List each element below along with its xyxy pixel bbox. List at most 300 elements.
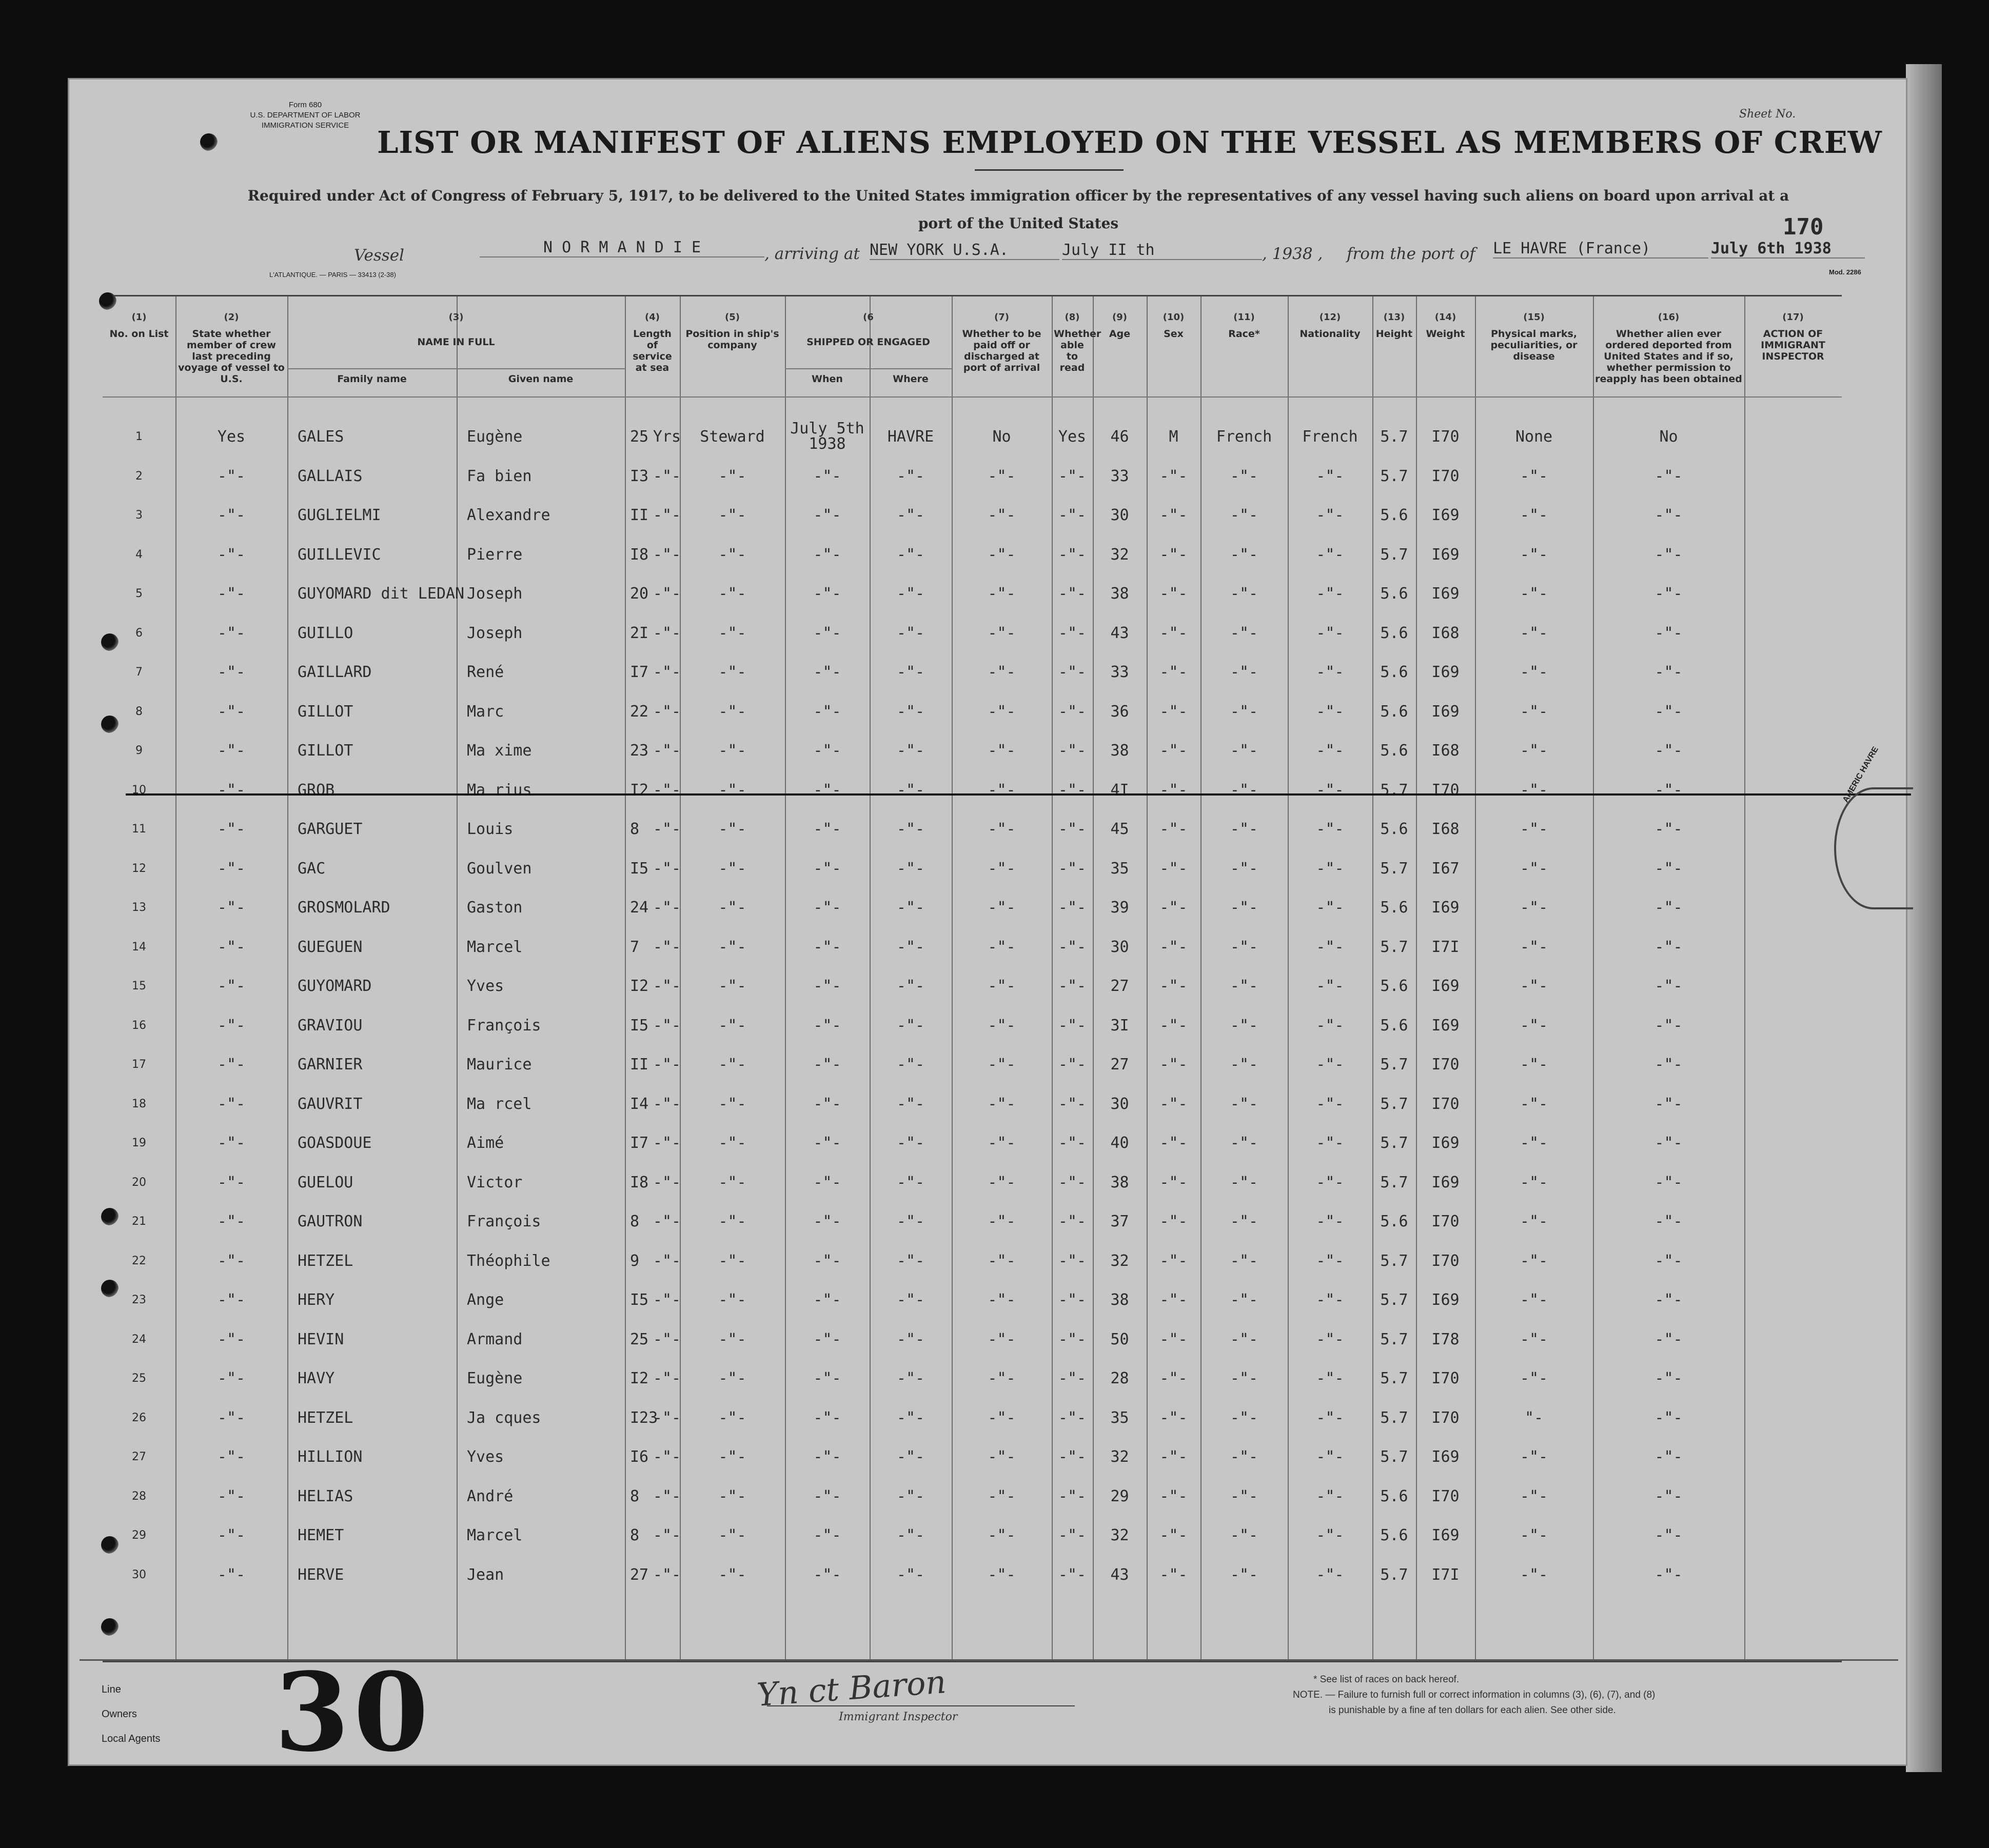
cell-when: -"- — [813, 1134, 841, 1152]
table-row — [103, 1089, 1842, 1129]
cell-when: -"- — [813, 1487, 841, 1505]
cell-race: -"- — [1230, 1565, 1258, 1584]
cell-paid: -"- — [988, 1487, 1016, 1505]
cell-race: -"- — [1230, 467, 1258, 485]
cell-given: Joseph — [467, 624, 523, 642]
cell-paid: -"- — [988, 663, 1016, 681]
shipped-subheader-rule — [785, 368, 952, 369]
cell-yrs: -"- — [653, 1369, 681, 1387]
cell-height: 5.6 — [1380, 742, 1408, 760]
binder-hole — [101, 716, 119, 733]
cell-nat: -"- — [1316, 1448, 1344, 1466]
cell-where: HAVRE — [887, 428, 934, 446]
cell-height: 5.6 — [1380, 506, 1408, 524]
cell-service: 7 — [630, 938, 640, 956]
cell-position: Steward — [700, 428, 765, 446]
cell-position: -"- — [718, 1369, 746, 1387]
cell-sex: -"- — [1159, 742, 1188, 760]
cell-weight: I68 — [1431, 742, 1460, 760]
cell-paid: -"- — [988, 1213, 1016, 1230]
cell-when: -"- — [813, 938, 841, 956]
cell-no: 22 — [132, 1254, 146, 1267]
cell-deported: -"- — [1655, 938, 1683, 956]
cell-no: 21 — [132, 1215, 146, 1228]
cell-nat: -"- — [1316, 899, 1344, 917]
cell-service: 25 — [630, 1330, 649, 1348]
cell-sex: -"- — [1159, 859, 1188, 878]
cell-deported: -"- — [1655, 1408, 1683, 1427]
cell-read: -"- — [1058, 1016, 1087, 1035]
cell-height: 5.7 — [1380, 1251, 1408, 1270]
cell-weight: I70 — [1431, 1056, 1460, 1074]
cell-position: -"- — [718, 1330, 746, 1348]
cell-no: 20 — [132, 1176, 146, 1189]
cell-yrs: -"- — [653, 1487, 681, 1505]
cell-race: -"- — [1230, 702, 1258, 721]
cell-no: 5 — [135, 587, 143, 600]
cell-marks: -"- — [1520, 1173, 1548, 1191]
cell-position: -"- — [718, 1095, 746, 1113]
cell-family: GILLOT — [298, 742, 353, 760]
cell-yrs: -"- — [653, 1448, 681, 1466]
cell-nat: -"- — [1316, 1056, 1344, 1074]
cell-no: 7 — [135, 666, 143, 679]
cell-weight: I69 — [1431, 1448, 1460, 1466]
cell-paid: -"- — [988, 1408, 1016, 1427]
cell-nat: -"- — [1316, 585, 1344, 603]
cell-yrs: -"- — [653, 702, 681, 721]
cell-deported: -"- — [1655, 781, 1683, 799]
cell-given: Marc — [467, 702, 504, 721]
cell-nat: -"- — [1316, 545, 1344, 564]
binder-hole — [101, 633, 119, 651]
subtitle — [162, 182, 1875, 237]
cell-family: GUYOMARD dit LEDAN — [298, 585, 465, 603]
cell-weight: I70 — [1431, 1369, 1460, 1387]
cell-deported: -"- — [1655, 702, 1683, 721]
cell-position: -"- — [718, 859, 746, 878]
cell-height: 5.6 — [1380, 1213, 1408, 1230]
column-header: Whether able to read — [1054, 328, 1101, 373]
cell-height: 5.7 — [1380, 1369, 1408, 1387]
cell-service: I5 — [630, 1016, 649, 1035]
cell-weight: I69 — [1431, 1526, 1460, 1544]
cell-height: 5.7 — [1380, 467, 1408, 485]
cell-age: 30 — [1110, 938, 1129, 956]
note-fine: is punishable by a fine af ten dollars for each alien. See other side. — [1329, 1705, 1616, 1716]
cell-no: 4 — [135, 548, 143, 561]
cell-sex: -"- — [1159, 1016, 1188, 1035]
cell-yrs: -"- — [653, 977, 681, 995]
cell-family: GAILLARD — [298, 663, 372, 681]
column-header: Whether to be paid off or discharged at port of arrival — [962, 328, 1041, 373]
cell-deported: -"- — [1655, 1251, 1683, 1270]
cell-no: 9 — [135, 744, 143, 757]
note-failure: NOTE. — Failure to furnish full or correct information in columns (3), (6), (7), and (8) — [1293, 1690, 1656, 1700]
cell-family: HELIAS — [298, 1487, 353, 1505]
cell-yrs: -"- — [653, 545, 681, 564]
binder-hole — [101, 1280, 119, 1297]
cell-prev: -"- — [217, 1487, 246, 1505]
cell-family: HETZEL — [298, 1408, 353, 1427]
cell-service: 23 — [630, 742, 649, 760]
cell-family: GARGUET — [298, 820, 363, 838]
cell-when: -"- — [813, 781, 841, 799]
cell-paid: No — [992, 428, 1011, 446]
table-row — [103, 1285, 1842, 1325]
cell-read: -"- — [1058, 938, 1087, 956]
cell-family: GILLOT — [298, 702, 353, 721]
cell-given: Gaston — [467, 899, 523, 917]
cell-race: -"- — [1230, 1173, 1258, 1191]
cell-marks: -"- — [1520, 1291, 1548, 1309]
cell-paid: -"- — [988, 859, 1016, 878]
column-number: (14) — [1434, 312, 1456, 323]
departure-date: July 6th 1938 — [1711, 240, 1865, 259]
header-bottom-rule — [103, 396, 1842, 398]
cell-weight: I68 — [1431, 820, 1460, 838]
cell-read: -"- — [1058, 859, 1087, 878]
cell-service: 8 — [630, 1487, 640, 1505]
cell-race: -"- — [1230, 977, 1258, 995]
cell-where: -"- — [896, 1448, 925, 1466]
cell-race: -"- — [1230, 1291, 1258, 1309]
cell-read: -"- — [1058, 1056, 1087, 1074]
cell-given: Marcel — [467, 1526, 523, 1544]
cell-yrs: Yrs — [653, 428, 681, 446]
cell-yrs: -"- — [653, 742, 681, 760]
cell-marks: -"- — [1520, 1330, 1548, 1348]
table-row — [103, 579, 1842, 619]
cell-where: -"- — [896, 1056, 925, 1074]
cell-sex: -"- — [1159, 1448, 1188, 1466]
cell-family: HAVY — [298, 1369, 335, 1387]
cell-prev: -"- — [217, 1565, 246, 1584]
column-header: Length of service at sea — [633, 328, 672, 373]
cell-race: -"- — [1230, 1016, 1258, 1035]
cell-race: -"- — [1230, 1408, 1258, 1427]
cell-deported: -"- — [1655, 467, 1683, 485]
cell-prev: -"- — [217, 1134, 246, 1152]
cell-age: 39 — [1110, 899, 1129, 917]
table-row — [103, 422, 1842, 462]
cell-yrs: -"- — [653, 938, 681, 956]
cell-family: GAUVRIT — [298, 1095, 363, 1113]
column-number: (7) — [994, 312, 1009, 323]
cell-where: -"- — [896, 1330, 925, 1348]
cell-marks: -"- — [1520, 585, 1548, 603]
cell-read: -"- — [1058, 624, 1087, 642]
cell-height: 5.7 — [1380, 1095, 1408, 1113]
cell-prev: -"- — [217, 977, 246, 995]
cell-position: -"- — [718, 1134, 746, 1152]
cell-read: -"- — [1058, 702, 1087, 721]
cell-deported: -"- — [1655, 506, 1683, 524]
arriving-label: , arriving at — [764, 245, 860, 263]
cell-position: -"- — [718, 1173, 746, 1191]
cell-weight: I70 — [1431, 467, 1460, 485]
cell-family: HERY — [298, 1291, 335, 1309]
cell-height: 5.6 — [1380, 585, 1408, 603]
cell-when: -"- — [813, 1408, 841, 1427]
cell-race: -"- — [1230, 1251, 1258, 1270]
cell-weight: I69 — [1431, 702, 1460, 721]
cell-read: -"- — [1058, 506, 1087, 524]
cell-marks: -"- — [1520, 624, 1548, 642]
table-row — [103, 1325, 1842, 1364]
cell-marks: -"- — [1520, 781, 1548, 799]
cell-prev: -"- — [217, 742, 246, 760]
cell-prev: -"- — [217, 1448, 246, 1466]
cell-weight: I69 — [1431, 977, 1460, 995]
cell-given: Ja cques — [467, 1408, 541, 1427]
cell-read: -"- — [1058, 742, 1087, 760]
cell-read: -"- — [1058, 467, 1087, 485]
cell-marks: -"- — [1520, 938, 1548, 956]
table-row — [103, 1207, 1842, 1246]
cell-race: -"- — [1230, 1369, 1258, 1387]
column-subheader: Family name — [337, 373, 407, 385]
subtitle-line-1: Required under Act of Congress of February 5, 1917, to be delivered to the United States immigration officer by the representatives of any vessel having such aliens on board upon arrival at a — [247, 187, 1789, 204]
binder-hole — [200, 133, 218, 151]
cell-where: -"- — [896, 1526, 925, 1544]
cell-paid: -"- — [988, 899, 1016, 917]
cell-service: 8 — [630, 1526, 640, 1544]
arrival-date: July II th — [1062, 241, 1262, 260]
cell-age: 32 — [1110, 1251, 1129, 1270]
cell-race: -"- — [1230, 624, 1258, 642]
cell-nat: -"- — [1316, 1173, 1344, 1191]
from-port-label: from the port of — [1347, 245, 1475, 263]
cell-prev: -"- — [217, 820, 246, 838]
cell-marks: -"- — [1520, 702, 1548, 721]
cell-weight: I7I — [1431, 938, 1460, 956]
cell-deported: -"- — [1655, 663, 1683, 681]
cell-where: -"- — [896, 1251, 925, 1270]
cell-read: -"- — [1058, 1408, 1087, 1427]
cell-race: -"- — [1230, 899, 1258, 917]
cell-race: -"- — [1230, 820, 1258, 838]
cell-paid: -"- — [988, 977, 1016, 995]
cell-paid: -"- — [988, 1330, 1016, 1348]
cell-read: -"- — [1058, 1330, 1087, 1348]
form-number: Form 680 — [288, 101, 322, 109]
cell-position: -"- — [718, 1213, 746, 1230]
cell-age: 40 — [1110, 1134, 1129, 1152]
title-rule — [975, 169, 1124, 171]
cell-no: 1 — [135, 430, 143, 443]
cell-no: 10 — [132, 783, 146, 797]
cell-race: -"- — [1230, 1134, 1258, 1152]
cell-marks: -"- — [1520, 1565, 1548, 1584]
sheet-label: Sheet No. — [1739, 108, 1796, 121]
cell-where: -"- — [896, 506, 925, 524]
cell-age: 28 — [1110, 1369, 1129, 1387]
cell-where: -"- — [896, 1291, 925, 1309]
cell-weight: I68 — [1431, 624, 1460, 642]
table-row — [103, 814, 1842, 854]
cell-marks: -"- — [1520, 1487, 1548, 1505]
cell-where: -"- — [896, 1487, 925, 1505]
cell-weight: I70 — [1431, 1095, 1460, 1113]
cell-paid: -"- — [988, 624, 1016, 642]
cell-where: -"- — [896, 1565, 925, 1584]
cell-service: I6 — [630, 1448, 649, 1466]
cell-when: -"- — [813, 1095, 841, 1113]
cell-nat: -"- — [1316, 467, 1344, 485]
cell-position: -"- — [718, 506, 746, 524]
cell-marks: -"- — [1520, 545, 1548, 564]
cell-race: -"- — [1230, 585, 1258, 603]
cell-deported: -"- — [1655, 1173, 1683, 1191]
cell-marks: -"- — [1520, 1213, 1548, 1230]
cell-family: HETZEL — [298, 1251, 353, 1270]
cell-service: I23 — [630, 1408, 658, 1427]
cell-paid: -"- — [988, 1448, 1016, 1466]
table-row — [103, 658, 1842, 697]
cell-yrs: -"- — [653, 820, 681, 838]
cell-nat: -"- — [1316, 624, 1344, 642]
cell-when: -"- — [813, 1056, 841, 1074]
cell-service: 20 — [630, 585, 649, 603]
cell-marks: -"- — [1520, 859, 1548, 878]
cell-paid: -"- — [988, 1251, 1016, 1270]
cell-age: 46 — [1110, 428, 1129, 446]
cell-read: Yes — [1058, 428, 1087, 446]
cell-height: 5.7 — [1380, 1565, 1408, 1584]
cell-height: 5.7 — [1380, 1056, 1408, 1074]
cell-no: 6 — [135, 626, 143, 640]
cell-weight: I69 — [1431, 585, 1460, 603]
cell-service: 8 — [630, 820, 640, 838]
cell-read: -"- — [1058, 977, 1087, 995]
cell-no: 17 — [132, 1058, 146, 1071]
cell-deported: -"- — [1655, 545, 1683, 564]
cell-read: -"- — [1058, 1448, 1087, 1466]
cell-deported: -"- — [1655, 624, 1683, 642]
cell-weight: I70 — [1431, 781, 1460, 799]
column-number: (3) — [448, 312, 464, 323]
cell-where: -"- — [896, 938, 925, 956]
cell-race: -"- — [1230, 1095, 1258, 1113]
name-subheader-rule — [287, 368, 625, 369]
cell-yrs: -"- — [653, 506, 681, 524]
cell-nat: -"- — [1316, 1095, 1344, 1113]
cell-no: 24 — [132, 1333, 146, 1346]
page-title: LIST OR MANIFEST OF ALIENS EMPLOYED ON THE VESSEL AS MEMBERS OF CREW — [377, 125, 1882, 160]
cell-age: 27 — [1110, 977, 1129, 995]
cell-when: -"- — [813, 467, 841, 485]
cell-sex: -"- — [1159, 1408, 1188, 1427]
column-number: (10) — [1163, 312, 1185, 323]
cell-family: GUEGUEN — [298, 938, 363, 956]
cell-deported: -"- — [1655, 1056, 1683, 1074]
cell-height: 5.7 — [1380, 1134, 1408, 1152]
cell-service: I8 — [630, 545, 649, 564]
total-count: 30 — [274, 1649, 433, 1776]
cell-where: -"- — [896, 1016, 925, 1035]
cell-sex: -"- — [1159, 1330, 1188, 1348]
owners-label: Owners — [102, 1708, 137, 1720]
cell-deported: -"- — [1655, 1134, 1683, 1152]
cell-where: -"- — [896, 585, 925, 603]
cell-marks: "- — [1524, 1408, 1544, 1427]
table-row — [103, 1168, 1842, 1207]
cell-marks: -"- — [1520, 1448, 1548, 1466]
cell-prev: -"- — [217, 1369, 246, 1387]
cell-given: Goulven — [467, 859, 532, 878]
cell-position: -"- — [718, 1565, 746, 1584]
cell-family: GUGLIELMI — [298, 506, 381, 524]
cell-age: 29 — [1110, 1487, 1129, 1505]
cell-prev: -"- — [217, 1173, 246, 1191]
cell-prev: -"- — [217, 1408, 246, 1427]
cell-deported: -"- — [1655, 1565, 1683, 1584]
cell-position: -"- — [718, 820, 746, 838]
cell-marks: -"- — [1520, 742, 1548, 760]
cell-position: -"- — [718, 1016, 746, 1035]
cell-when: -"- — [813, 1565, 841, 1584]
cell-yrs: -"- — [653, 1056, 681, 1074]
cell-yrs: -"- — [653, 1213, 681, 1230]
cell-deported: -"- — [1655, 1369, 1683, 1387]
cell-position: -"- — [718, 977, 746, 995]
cell-when: -"- — [813, 702, 841, 721]
cell-given: Maurice — [467, 1056, 532, 1074]
cell-service: I2 — [630, 1369, 649, 1387]
cell-weight: I69 — [1431, 1173, 1460, 1191]
cell-service: 25 — [630, 428, 649, 446]
cell-deported: No — [1659, 428, 1678, 446]
stamp-text: AMERIC HAVRE — [1841, 745, 1880, 804]
cell-nat: -"- — [1316, 1526, 1344, 1544]
cell-sex: -"- — [1159, 1251, 1188, 1270]
cell-paid: -"- — [988, 702, 1016, 721]
cell-marks: -"- — [1520, 1056, 1548, 1074]
cell-deported: -"- — [1655, 1213, 1683, 1230]
cell-deported: -"- — [1655, 585, 1683, 603]
cell-when: -"- — [813, 742, 841, 760]
cell-family: GALLAIS — [298, 467, 363, 485]
cell-sex: -"- — [1159, 820, 1188, 838]
cell-height: 5.7 — [1380, 859, 1408, 878]
cell-where: -"- — [896, 545, 925, 564]
cell-no: 28 — [132, 1489, 146, 1503]
cell-nat: -"- — [1316, 1330, 1344, 1348]
cell-height: 5.6 — [1380, 1016, 1408, 1035]
column-header: Weight — [1426, 328, 1465, 340]
cell-service: I8 — [630, 1173, 649, 1191]
cell-sex: -"- — [1159, 1291, 1188, 1309]
cell-paid: -"- — [988, 1095, 1016, 1113]
cell-prev: Yes — [217, 428, 246, 446]
column-number: (1) — [131, 312, 147, 323]
cell-age: 35 — [1110, 859, 1129, 878]
cell-height: 5.6 — [1380, 1487, 1408, 1505]
cell-family: GAC — [298, 859, 326, 878]
cell-marks: -"- — [1520, 1016, 1548, 1035]
cell-no: 2 — [135, 469, 143, 483]
column-number: (13) — [1383, 312, 1405, 323]
cell-sex: -"- — [1159, 506, 1188, 524]
cell-marks: -"- — [1520, 467, 1548, 485]
cell-when: -"- — [813, 1369, 841, 1387]
cell-given: Yves — [467, 977, 504, 995]
cell-family: GOASDOUE — [298, 1134, 372, 1152]
table-row — [103, 971, 1842, 1011]
cell-no: 19 — [132, 1137, 146, 1149]
cell-position: -"- — [718, 545, 746, 564]
